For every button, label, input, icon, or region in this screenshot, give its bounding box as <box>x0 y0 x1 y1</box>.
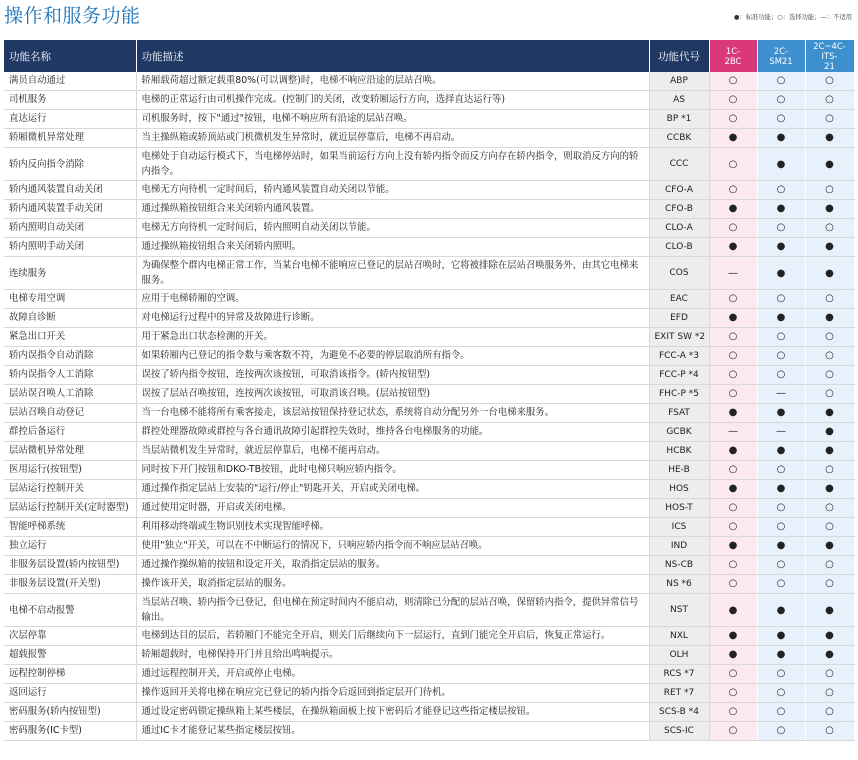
model-1c-2bc-mark: ○ <box>709 518 757 537</box>
header-2c-4c-its21-text: 2C~4C-ITS- 21 <box>813 41 846 71</box>
header-name: 功能名称 <box>4 40 136 72</box>
function-code: GCBK <box>649 423 709 442</box>
function-description: 对电梯运行过程中的异常及故障进行诊断。 <box>136 309 649 328</box>
table-row <box>4 385 854 404</box>
model-2c-sm21-mark: ○ <box>757 556 805 575</box>
model-1c-2bc-mark: ○ <box>709 72 757 91</box>
function-code: CLO-B <box>649 238 709 257</box>
function-description: 如果轿厢内已登记的指令数与乘客数不符，为避免不必要的停层取消所有指令。 <box>136 347 649 366</box>
table-row <box>4 347 854 366</box>
function-description: 轿厢载荷超过额定载重80%(可以调整)时，电梯不响应沿途的层站召唤。 <box>136 72 649 91</box>
model-2c-4c-its21-mark: ○ <box>805 290 854 309</box>
model-2c-4c-its21-mark: ● <box>805 129 854 148</box>
model-2c-4c-its21-mark: ● <box>805 238 854 257</box>
model-2c-sm21-mark: ○ <box>757 366 805 385</box>
model-1c-2bc-mark: ○ <box>709 366 757 385</box>
function-description: 通过操作指定层站上安装的"运行/停止"钥匙开关，开启或关闭电梯。 <box>136 480 649 499</box>
function-code: CLO-A <box>649 219 709 238</box>
model-1c-2bc-mark: ○ <box>709 703 757 722</box>
model-2c-4c-its21-mark: ○ <box>805 518 854 537</box>
table-row <box>4 518 854 537</box>
table-row <box>4 366 854 385</box>
function-code: FSAT <box>649 404 709 423</box>
table-row <box>4 328 854 347</box>
function-table <box>4 40 855 741</box>
header-desc: 功能描述 <box>136 40 649 72</box>
table-row <box>4 480 854 499</box>
function-code: CCBK <box>649 129 709 148</box>
function-description: 司机服务时，按下"通过"按钮，电梯不响应所有沿途的层站召唤。 <box>136 110 649 129</box>
function-name: 远程控制停梯 <box>4 665 136 684</box>
header-code: 功能代号 <box>649 40 709 72</box>
model-2c-sm21-mark: ● <box>757 148 805 181</box>
table-row <box>4 594 854 627</box>
model-2c-4c-its21-mark: ● <box>805 309 854 328</box>
function-code: FCC-A *3 <box>649 347 709 366</box>
model-1c-2bc-mark: ● <box>709 442 757 461</box>
function-name: 层站运行控制开关(定时器型) <box>4 499 136 518</box>
model-1c-2bc-mark: ○ <box>709 219 757 238</box>
table-row <box>4 181 854 200</box>
function-name: 层站召唤自动登记 <box>4 404 136 423</box>
function-name: 层站误召唤人工消除 <box>4 385 136 404</box>
function-code: SCS-B *4 <box>649 703 709 722</box>
model-2c-4c-its21-mark: ○ <box>805 556 854 575</box>
function-code: NXL <box>649 627 709 646</box>
table-row <box>4 684 854 703</box>
model-2c-sm21-mark: ○ <box>757 219 805 238</box>
model-2c-sm21-mark: ○ <box>757 703 805 722</box>
legend: ●：标准功能；○：选择功能；—：不适用 <box>733 14 852 21</box>
function-name: 密码服务(IC卡型) <box>4 722 136 741</box>
function-name: 非服务层设置(开关型) <box>4 575 136 594</box>
function-code: HE-B <box>649 461 709 480</box>
model-1c-2bc-mark: ○ <box>709 290 757 309</box>
function-description: 操作该开关，取消指定层站的服务。 <box>136 575 649 594</box>
function-name: 非服务层设置(轿内按钮型) <box>4 556 136 575</box>
function-code: HOS <box>649 480 709 499</box>
function-code: HOS-T <box>649 499 709 518</box>
model-2c-sm21-mark: — <box>757 385 805 404</box>
function-description: 通过操纵箱按钮组合来关闭轿内通风装置。 <box>136 200 649 219</box>
function-code: COS <box>649 257 709 290</box>
table-row <box>4 110 854 129</box>
model-2c-4c-its21-mark: ○ <box>805 181 854 200</box>
table-row <box>4 627 854 646</box>
function-code: SCS-IC <box>649 722 709 741</box>
function-description: 为确保整个群内电梯正常工作，当某台电梯不能响应已登记的层站召唤时，它将被排除在层站召唤服务外，由其它电梯来服务。 <box>136 257 649 290</box>
table-row <box>4 461 854 480</box>
model-2c-4c-its21-mark: ○ <box>805 461 854 480</box>
function-code: FCC-P *4 <box>649 366 709 385</box>
model-1c-2bc-mark: ○ <box>709 91 757 110</box>
function-code: IND <box>649 537 709 556</box>
function-description: 通过操纵箱按钮组合来关闭轿内照明。 <box>136 238 649 257</box>
model-2c-4c-its21-mark: ● <box>805 594 854 627</box>
table-body <box>4 72 854 741</box>
function-description: 通过操作操纵箱的按钮和设定开关，取消指定层站的服务。 <box>136 556 649 575</box>
function-description: 用于紧急出口状态检测的开关。 <box>136 328 649 347</box>
model-2c-4c-its21-mark: ○ <box>805 219 854 238</box>
model-2c-4c-its21-mark: ○ <box>805 665 854 684</box>
table-row <box>4 309 854 328</box>
model-1c-2bc-mark: ○ <box>709 181 757 200</box>
header-2c-sm21-text: 2C- SM21 <box>769 46 793 66</box>
model-2c-sm21-mark: ○ <box>757 290 805 309</box>
table-row <box>4 665 854 684</box>
model-2c-4c-its21-mark: ○ <box>805 575 854 594</box>
model-2c-sm21-mark: ○ <box>757 575 805 594</box>
function-code: NS *6 <box>649 575 709 594</box>
function-description: 电梯无方向待机一定时间后，轿内照明自动关闭以节能。 <box>136 219 649 238</box>
model-2c-sm21-mark: ○ <box>757 499 805 518</box>
model-1c-2bc-mark: ○ <box>709 575 757 594</box>
model-2c-4c-its21-mark: ● <box>805 200 854 219</box>
function-name: 群控后备运行 <box>4 423 136 442</box>
function-code: CFO-A <box>649 181 709 200</box>
table-row <box>4 556 854 575</box>
function-description: 轿厢超载时，电梯保持开门并且给出鸣响提示。 <box>136 646 649 665</box>
model-2c-sm21-mark: ● <box>757 129 805 148</box>
function-description: 当主操纵箱或轿顶站或门机微机发生异常时，就近层停靠后，电梯不再启动。 <box>136 129 649 148</box>
function-code: HCBK <box>649 442 709 461</box>
function-name: 轿内照明自动关闭 <box>4 219 136 238</box>
model-2c-4c-its21-mark: ○ <box>805 722 854 741</box>
model-2c-sm21-mark: ● <box>757 238 805 257</box>
model-1c-2bc-mark: ● <box>709 238 757 257</box>
model-1c-2bc-mark: ● <box>709 594 757 627</box>
function-name: 层站运行控制开关 <box>4 480 136 499</box>
model-2c-4c-its21-mark: ○ <box>805 347 854 366</box>
model-2c-4c-its21-mark: ● <box>805 480 854 499</box>
model-1c-2bc-mark: ○ <box>709 684 757 703</box>
function-code: NST <box>649 594 709 627</box>
model-2c-4c-its21-mark: ○ <box>805 703 854 722</box>
model-1c-2bc-mark: — <box>709 423 757 442</box>
model-2c-sm21-mark: — <box>757 423 805 442</box>
function-name: 独立运行 <box>4 537 136 556</box>
model-2c-sm21-mark: ● <box>757 627 805 646</box>
function-name: 医用运行(按钮型) <box>4 461 136 480</box>
model-2c-sm21-mark: ○ <box>757 110 805 129</box>
table-row <box>4 442 854 461</box>
function-name: 智能呼梯系统 <box>4 518 136 537</box>
model-2c-4c-its21-mark: ● <box>805 442 854 461</box>
function-description: 电梯的正常运行由司机操作完成。(控制门的关闭，改变轿厢运行方向，选择直达运行等) <box>136 91 649 110</box>
table-header-row <box>4 40 854 72</box>
function-code: EAC <box>649 290 709 309</box>
model-1c-2bc-mark: ○ <box>709 556 757 575</box>
function-code: NS-CB <box>649 556 709 575</box>
model-2c-4c-its21-mark: ● <box>805 627 854 646</box>
function-name: 司机服务 <box>4 91 136 110</box>
function-code: OLH <box>649 646 709 665</box>
table-row <box>4 703 854 722</box>
model-1c-2bc-mark: ○ <box>709 385 757 404</box>
model-2c-sm21-mark: ● <box>757 404 805 423</box>
model-2c-sm21-mark: ○ <box>757 347 805 366</box>
table-row <box>4 200 854 219</box>
header-2c-4c-its21 <box>805 40 854 72</box>
model-2c-sm21-mark: ● <box>757 200 805 219</box>
model-2c-sm21-mark: ● <box>757 594 805 627</box>
function-code: BP *1 <box>649 110 709 129</box>
model-2c-4c-its21-mark: ○ <box>805 328 854 347</box>
model-1c-2bc-mark: ● <box>709 309 757 328</box>
function-description: 应用于电梯轿厢的空调。 <box>136 290 649 309</box>
model-1c-2bc-mark: — <box>709 257 757 290</box>
function-name: 轿内误指令人工消除 <box>4 366 136 385</box>
table-row <box>4 404 854 423</box>
function-name: 轿内照明手动关闭 <box>4 238 136 257</box>
model-2c-4c-its21-mark: ○ <box>805 684 854 703</box>
table-row <box>4 148 854 181</box>
function-description: 误按了轿内指令按钮，连按两次该按钮，可取消该指令。(轿内按钮型) <box>136 366 649 385</box>
model-1c-2bc-mark: ○ <box>709 110 757 129</box>
function-description: 使用"独立"开关，可以在不中断运行的情况下，只响应轿内指令而不响应层站召唤。 <box>136 537 649 556</box>
model-2c-4c-its21-mark: ○ <box>805 110 854 129</box>
function-description: 电梯到达目的层后，若轿厢门不能完全开启，则关门后继续向下一层运行，直到门能完全开启后，恢复正常运行。 <box>136 627 649 646</box>
model-2c-sm21-mark: ○ <box>757 461 805 480</box>
function-name: 层站微机异常处理 <box>4 442 136 461</box>
function-name: 满员自动通过 <box>4 72 136 91</box>
model-1c-2bc-mark: ○ <box>709 499 757 518</box>
function-name: 故障自诊断 <box>4 309 136 328</box>
model-2c-sm21-mark: ● <box>757 480 805 499</box>
model-1c-2bc-mark: ● <box>709 646 757 665</box>
model-1c-2bc-mark: ○ <box>709 665 757 684</box>
function-description: 通过远程控制开关，开启或停止电梯。 <box>136 665 649 684</box>
function-name: 轿内通风装置手动关闭 <box>4 200 136 219</box>
function-code: RET *7 <box>649 684 709 703</box>
table-row <box>4 646 854 665</box>
function-name: 密码服务(轿内按钮型) <box>4 703 136 722</box>
function-name: 轿内反向指令消除 <box>4 148 136 181</box>
table-row <box>4 72 854 91</box>
function-description: 同时按下开门按钮和DKO-TB按钮，此时电梯只响应轿内指令。 <box>136 461 649 480</box>
function-description: 通过使用定时器，开启或关闭电梯。 <box>136 499 649 518</box>
table-row <box>4 499 854 518</box>
table-row <box>4 722 854 741</box>
function-code: EFD <box>649 309 709 328</box>
header-1c-2bc-text: 1C- 2BC <box>724 46 742 66</box>
function-name: 电梯不启动报警 <box>4 594 136 627</box>
model-2c-4c-its21-mark: ● <box>805 537 854 556</box>
function-name: 超载报警 <box>4 646 136 665</box>
model-2c-sm21-mark: ● <box>757 309 805 328</box>
model-2c-sm21-mark: ○ <box>757 684 805 703</box>
function-description: 当层站微机发生异常时，就近层停靠后，电梯不能再启动。 <box>136 442 649 461</box>
table-row <box>4 575 854 594</box>
function-code: EXIT SW *2 <box>649 328 709 347</box>
function-description: 通过IC卡才能登记某些指定楼层按钮。 <box>136 722 649 741</box>
model-1c-2bc-mark: ○ <box>709 461 757 480</box>
model-2c-sm21-mark: ● <box>757 537 805 556</box>
model-1c-2bc-mark: ● <box>709 537 757 556</box>
model-1c-2bc-mark: ● <box>709 200 757 219</box>
function-description: 电梯无方向待机一定时间后，轿内通风装置自动关闭以节能。 <box>136 181 649 200</box>
model-1c-2bc-mark: ○ <box>709 328 757 347</box>
model-2c-sm21-mark: ○ <box>757 518 805 537</box>
model-2c-4c-its21-mark: ○ <box>805 385 854 404</box>
model-1c-2bc-mark: ○ <box>709 148 757 181</box>
model-2c-4c-its21-mark: ● <box>805 404 854 423</box>
table-row <box>4 238 854 257</box>
function-code: ABP <box>649 72 709 91</box>
function-name: 连续服务 <box>4 257 136 290</box>
table-row <box>4 91 854 110</box>
page-title: 操作和服务功能 <box>4 5 141 27</box>
function-name: 电梯专用空调 <box>4 290 136 309</box>
model-2c-4c-its21-mark: ○ <box>805 91 854 110</box>
model-2c-4c-its21-mark: ○ <box>805 499 854 518</box>
model-2c-4c-its21-mark: ● <box>805 423 854 442</box>
model-2c-sm21-mark: ● <box>757 257 805 290</box>
function-code: CCC <box>649 148 709 181</box>
model-2c-sm21-mark: ○ <box>757 328 805 347</box>
table-row <box>4 537 854 556</box>
function-description: 操作返回开关将电梯在响应完已登记的轿内指令后返回到指定层开门待机。 <box>136 684 649 703</box>
model-2c-4c-its21-mark: ○ <box>805 366 854 385</box>
function-description: 当一台电梯不能将所有乘客接走，该层站按钮保持登记状态，系统将自动分配另外一台电梯来服务。 <box>136 404 649 423</box>
model-2c-sm21-mark: ○ <box>757 91 805 110</box>
header-1c-2bc <box>709 40 757 72</box>
model-2c-sm21-mark: ● <box>757 442 805 461</box>
function-description: 通过设定密码锁定操纵箱上某些楼层，在操纵箱面板上按下密码后才能登记这些指定楼层按钮。 <box>136 703 649 722</box>
model-2c-4c-its21-mark: ● <box>805 148 854 181</box>
model-1c-2bc-mark: ● <box>709 627 757 646</box>
function-description: 利用移动终端或生物识别技术实现智能呼梯。 <box>136 518 649 537</box>
model-1c-2bc-mark: ● <box>709 404 757 423</box>
model-2c-sm21-mark: ○ <box>757 665 805 684</box>
function-name: 轿厢微机异常处理 <box>4 129 136 148</box>
function-description: 电梯处于自动运行模式下，当电梯停站时，如果当前运行方向上没有轿内指令而反方向存在轿内指令，则取消反方向的轿内指令。 <box>136 148 649 181</box>
function-description: 当层站召唤、轿内指令已登记，但电梯在预定时间内不能启动，则清除已分配的层站召唤，保留轿内指令，提供异常信号输出。 <box>136 594 649 627</box>
model-2c-sm21-mark: ○ <box>757 181 805 200</box>
model-2c-4c-its21-mark: ○ <box>805 72 854 91</box>
table-row <box>4 423 854 442</box>
model-1c-2bc-mark: ○ <box>709 347 757 366</box>
model-2c-4c-its21-mark: ● <box>805 646 854 665</box>
function-name: 轿内通风装置自动关闭 <box>4 181 136 200</box>
header-2c-sm21 <box>757 40 805 72</box>
model-2c-sm21-mark: ● <box>757 646 805 665</box>
model-1c-2bc-mark: ○ <box>709 722 757 741</box>
function-code: ICS <box>649 518 709 537</box>
table-row <box>4 290 854 309</box>
function-code: RCS *7 <box>649 665 709 684</box>
model-2c-4c-its21-mark: ● <box>805 257 854 290</box>
function-name: 紧急出口开关 <box>4 328 136 347</box>
function-code: AS <box>649 91 709 110</box>
function-name: 轿内误指令自动消除 <box>4 347 136 366</box>
function-description: 误按了层站召唤按钮，连按两次该按钮，可取消该召唤。(层站按钮型) <box>136 385 649 404</box>
model-1c-2bc-mark: ● <box>709 129 757 148</box>
function-code: CFO-B <box>649 200 709 219</box>
table-row <box>4 129 854 148</box>
function-name: 直达运行 <box>4 110 136 129</box>
function-name: 次层停靠 <box>4 627 136 646</box>
model-2c-sm21-mark: ○ <box>757 722 805 741</box>
function-description: 群控处理器故障或群控与各台通讯故障引起群控失效时，维持各台电梯服务的功能。 <box>136 423 649 442</box>
function-code: FHC-P *5 <box>649 385 709 404</box>
function-name: 返回运行 <box>4 684 136 703</box>
model-1c-2bc-mark: ● <box>709 480 757 499</box>
table-row <box>4 257 854 290</box>
table-row <box>4 219 854 238</box>
model-2c-sm21-mark: ○ <box>757 72 805 91</box>
